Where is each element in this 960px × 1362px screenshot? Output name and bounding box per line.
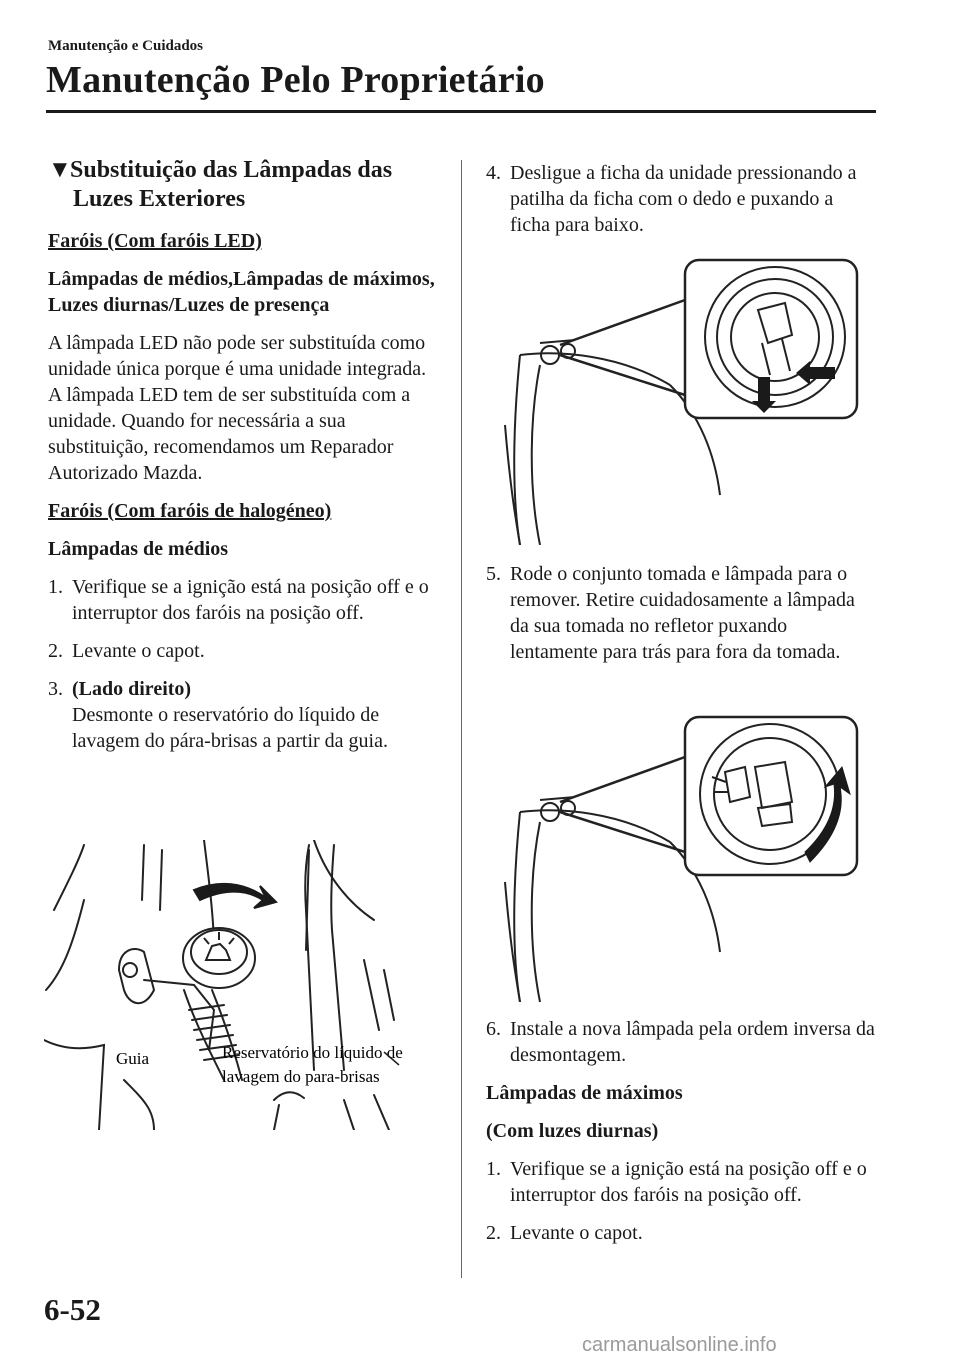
step-item: 1. Verifique se a ignição está na posição off e o interruptor dos faróis na posição off. xyxy=(48,576,429,624)
high-beam-subheading: (Com luzes diurnas) xyxy=(486,1120,659,1142)
step-item: 3. (Lado direito) Desmonte o reservatório do líquido de lavagem do pára-brisas a partir da guia. xyxy=(48,678,388,752)
step-item: 2. Levante o capot. xyxy=(48,640,205,662)
triangle-marker-icon: ▼ xyxy=(48,157,72,183)
high-beam-heading: Lâmpadas de máximos xyxy=(486,1082,683,1104)
page-number: 6-52 xyxy=(44,1292,101,1327)
halogen-subheading: Lâmpadas de médios xyxy=(48,538,229,560)
led-subheading: Lâmpadas de médios,Lâmpadas de máximos, Luzes diurnas/Luzes de presença xyxy=(48,268,435,316)
halogen-heading: Faróis (Com faróis de halogéneo) xyxy=(48,500,332,522)
left-column xyxy=(48,156,443,766)
step-item: 5. Rode o conjunto tomada e lâmpada para o remover. Retire cuidadosamente a lâmpada da sua tomada no refletor puxando lentamente para trás para fora da tomada. xyxy=(486,563,855,663)
label-reservoir-line2: lavagem do para-brisas xyxy=(222,1067,380,1086)
led-heading: Faróis (Com faróis LED) xyxy=(48,230,262,252)
page-title: Manutenção Pelo Proprietário xyxy=(46,59,545,101)
label-reservoir-line1: Reservatório do líquido de xyxy=(222,1043,403,1062)
step-item: 1. Verifique se a ignição está na posição off e o interruptor dos faróis na posição off. xyxy=(486,1158,867,1206)
right-column-step4 xyxy=(486,160,876,250)
led-body: A lâmpada LED não pode ser substituída como unidade única porque é uma unidade integrada. A lâmpada LED tem de ser substituída com a unidade. Quando for necessária a sua substituição, recomendamos um Reparador Autorizado Mazda. xyxy=(48,332,427,484)
header-rule xyxy=(46,110,876,113)
watermark: carmanualsonline.info xyxy=(582,1334,777,1356)
connector-unplug-illustration xyxy=(500,255,870,545)
step-item: 4. Desligue a ficha da unidade pressionando a patilha da ficha com o dedo e puxando a ficha para baixo. xyxy=(486,162,857,236)
breadcrumb: Manutenção e Cuidados xyxy=(48,38,204,54)
step-item: 6. Instale a nova lâmpada pela ordem inversa da desmontagem. xyxy=(486,1018,875,1066)
column-divider xyxy=(461,160,462,1278)
label-guide: Guia xyxy=(116,1049,150,1068)
right-column-bottom xyxy=(486,1016,878,1258)
right-column-step5 xyxy=(486,561,876,677)
socket-rotate-illustration xyxy=(500,712,870,1002)
section-title: ▼Substituição das Lâmpadas das Luzes Exteriores xyxy=(48,157,393,212)
step-item: 2. Levante o capot. xyxy=(486,1222,643,1244)
washer-reservoir-illustration xyxy=(44,840,444,1130)
